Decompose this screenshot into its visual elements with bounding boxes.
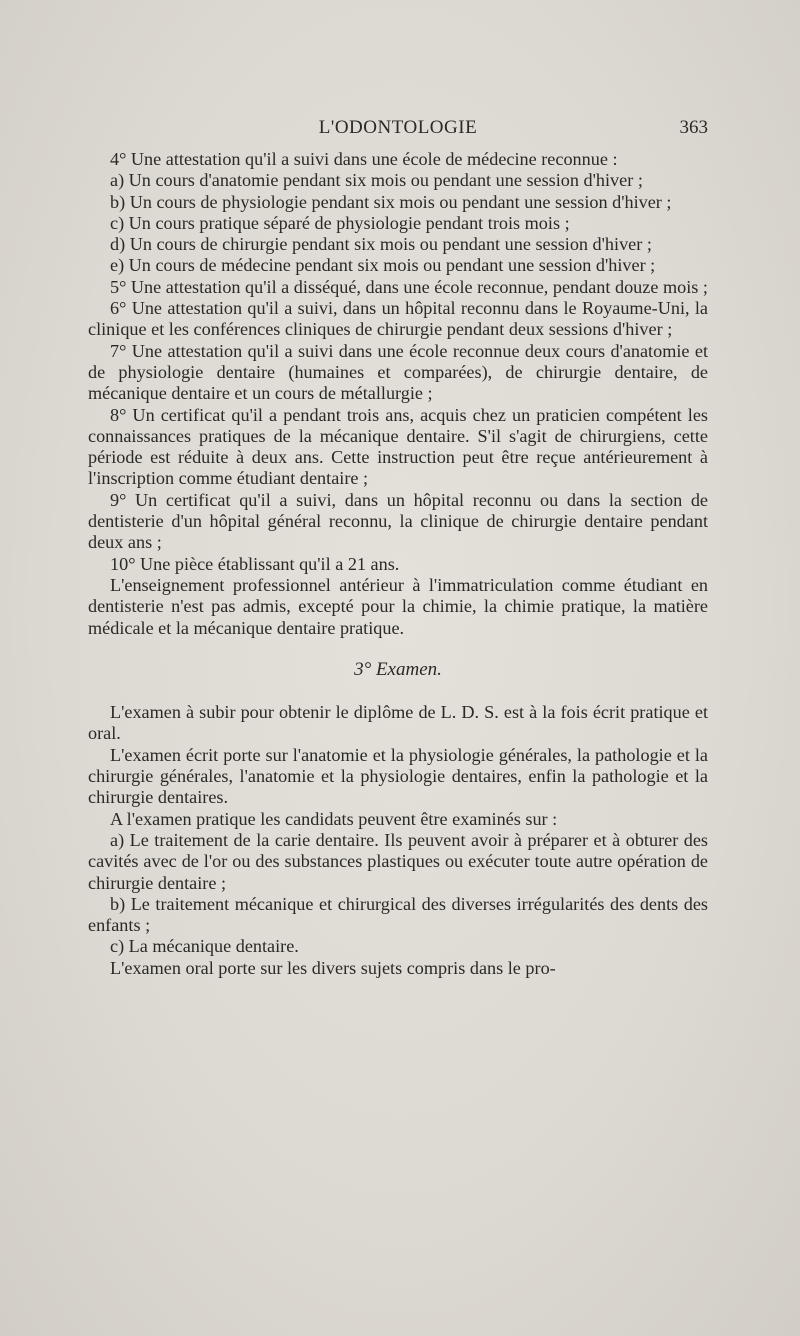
paragraph-pratique-c: c) La mécanique dentaire. <box>110 936 299 957</box>
paragraph-item-d-chirurgie: d) Un cours de chirurgie pendant six mois ou pendant une session d'hiver ; <box>110 234 652 255</box>
paragraph-attestation-4: 4° Une attestation qu'il a suivi dans une école de médecine reconnue : <box>110 149 618 169</box>
paragraph-item-c-pratique: c) Un cours pratique séparé de physiologie pendant trois mois ; <box>110 212 570 233</box>
paragraph-attestation-7: 7° Une attestation qu'il a suivi dans une école reconnue deux cours d'anatomie et de physiologie dentaire (humaines et comparées), de chirurgie dentaire, de mécanique dentaire et un cours de métallurgie ; <box>88 340 708 404</box>
paragraph-examen-ecrit: L'examen écrit porte sur l'anatomie et la physiologie générales, la pathologie et la chirurgie générales, l'anatomie et la physiologie dentaires, enfin la pathologie et la chirurgie dentaires. <box>88 744 708 808</box>
paragraph-pratique-b: b) Le traitement mécanique et chirurgical des diverses irrégularités des dents des enfants ; <box>88 893 708 936</box>
journal-title: L'ODONTOLOGIE <box>318 117 478 138</box>
article-body <box>88 149 708 979</box>
paragraph-pratique-a: a) Le traitement de la carie dentaire. Ils peuvent avoir à préparer et à obturer des cavités avec de l'or ou des substances plastiques ou exécuter toute autre opération de chirurgie dentaire ; <box>88 829 708 893</box>
paragraph-examen-oral: L'examen oral porte sur les divers sujets compris dans le pro- <box>110 957 556 978</box>
paragraph-item-e-medecine: e) Un cours de médecine pendant six mois ou pendant une session d'hiver ; <box>110 255 656 276</box>
running-header <box>88 117 708 145</box>
paragraph-examen-intro: L'examen à subir pour obtenir le diplôme de L. D. S. est à la fois écrit pratique et oral. <box>88 702 708 744</box>
paragraph-enseignement: L'enseignement professionnel antérieur à l'immatriculation comme étudiant en dentisterie n'est pas admis, excepté pour la chimie, la chimie pratique, la matière médicale et la mécanique dentaire pratique. <box>88 574 708 638</box>
section-heading-examen: 3° Examen. <box>354 658 442 680</box>
paragraph-certificat-9: 9° Un certificat qu'il a suivi, dans un hôpital reconnu ou dans la section de dentisterie d'un hôpital général reconnu, la clinique de chirurgie dentaire pendant deux ans ; <box>88 489 708 553</box>
paragraph-item-b-physiologie: b) Un cours de physiologie pendant six mois ou pendant une session d'hiver ; <box>110 191 672 212</box>
paragraph-examen-pratique: A l'examen pratique les candidats peuvent être examinés sur : <box>110 808 558 829</box>
paragraph-certificat-8: 8° Un certificat qu'il a pendant trois ans, acquis chez un praticien compétent les connaissances pratiques de la mécanique dentaire. S'il s'agit de chirurgiens, cette période est réduite à deux ans. Cette instruction peut être reçue antérieurement à l'inscription comme étudiant dentaire ; <box>88 404 708 489</box>
paragraph-piece-10: 10° Une pièce établissant qu'il a 21 ans. <box>110 553 400 574</box>
page-number: 363 <box>679 117 708 138</box>
paragraph-item-a-anatomie: a) Un cours d'anatomie pendant six mois ou pendant une session d'hiver ; <box>110 170 643 191</box>
paragraph-attestation-5: 5° Une attestation qu'il a disséqué, dans une école reconnue, pendant douze mois ; <box>110 276 708 297</box>
paragraph-attestation-6: 6° Une attestation qu'il a suivi, dans un hôpital reconnu dans le Royaume-Uni, la clinique et les conférences cliniques de chirurgie pendant deux sessions d'hiver ; <box>88 298 708 340</box>
